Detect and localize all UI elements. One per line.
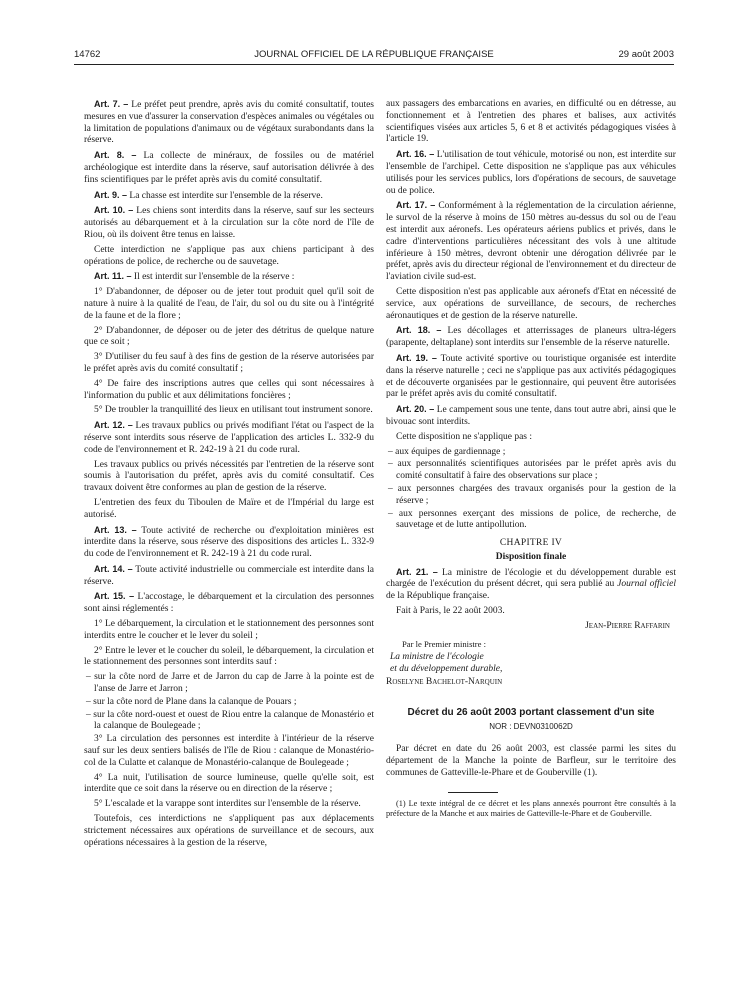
paragraph-text: Toutefois, ces interdictions ne s'appliquent pas aux déplacements strictement nécessaires aux opérations de surveillance et de secours, aux opérations nécessaires à la gestion de la réserve,	[84, 814, 374, 848]
paragraph	[84, 379, 374, 403]
paragraph-text: L'accostage, le débarquement et la circulation des personnes sont ainsi réglementés :	[84, 592, 374, 615]
paragraph-text: 1° D'abandonner, de déposer ou de jeter tout produit quel qu'il soit de nature à nuire à la qualité de l'eau, de l'air, du sol ou du site ou à l'intégrité de la faune et de la flore ;	[84, 287, 374, 321]
paragraph-text: Toute activité de recherche ou d'exploitation minières est interdite dans la réserve, sous réserve des dispositions des articles L. 332-9 du code de l'environnement et R. 242-19 à 21 du code rural.	[84, 525, 374, 560]
article-paragraph	[84, 99, 374, 147]
paragraph-text: Les décollages et atterrissages de planeurs ultra-légers (parapente, deltaplane) sont interdits sur l'ensemble de la réserve naturelle.	[386, 326, 676, 349]
paragraph	[84, 352, 374, 376]
paragraph-text: Cette disposition ne s'applique pas :	[396, 431, 533, 442]
article-label: Art. 7. –	[94, 99, 129, 109]
decree-body: Par décret en date du 26 août 2003, est classée parmi les sites du département de la Manche la pointe de Barfleur, sur le territoire des communes de Gatteville-le-Phare et de Gouberville (1).	[386, 744, 676, 779]
article-label: Art. 11. –	[94, 271, 132, 282]
paragraph	[84, 619, 374, 643]
article-paragraph	[84, 420, 374, 456]
minister-title-2: et du développement durable,	[390, 664, 503, 675]
article-paragraph	[84, 150, 374, 186]
article-paragraph	[386, 149, 676, 197]
header-rule	[74, 64, 674, 65]
paragraph-text: Il est interdit sur l'ensemble de la réserve :	[131, 272, 295, 283]
journal-name: Journal officiel	[617, 579, 676, 590]
article-paragraph	[84, 205, 374, 241]
paragraph-text: Les travaux publics ou privés modifiant l'état ou l'aspect de la réserve sont interdits sous réserve de l'application des articles L. 332-9 du code de l'environnement et R. 242-19 à 21 du code rural.	[84, 421, 374, 455]
paragraph-text: – aux personnes exerçant des missions de police, de recherche, de sauvetage et de lutte antipollution.	[388, 508, 676, 531]
paragraph-text: – sur la côte nord de Jarre et de Jarron du cap de Jarre à la pointe est de l'anse de Jarre et Jarron ;	[86, 672, 374, 695]
paragraph-text: 5° De troubler la tranquillité des lieux en utilisant tout instrument sonore.	[94, 405, 373, 416]
paragraph-text: Toute activité sportive ou touristique organisée est interdite dans la réserve naturelle ; ceci ne s'applique pas aux activités pédagogiques et de découverte organisées par le gestionnaire, qui peuvent être autorisées par le préfet après avis du comité consultatif.	[386, 353, 676, 400]
paragraph	[84, 326, 374, 350]
list-item	[386, 447, 676, 459]
article-paragraph	[386, 404, 676, 429]
paragraph-text: La chasse est interdite sur l'ensemble de la réserve.	[127, 190, 323, 201]
chapter-heading: CHAPITRE IV	[499, 538, 563, 549]
minister-name: Roselyne Bachelot-Narquin	[386, 677, 503, 688]
paragraph-text: Le campement sous une tente, dans tout autre abri, ainsi que le bivouac sont interdits.	[386, 405, 676, 427]
article-label: Art. 10. –	[94, 205, 134, 216]
paragraph-text: Le préfet peut prendre, après avis du comité consultatif, toutes mesures en vue d'assurer la conservation d'espèces animales ou végétales ou la limitation de populations d'animaux ou de végétaux surabondants dans la réserve.	[84, 100, 375, 146]
article-label: Art. 8. –	[94, 150, 137, 161]
article-label: Art. 9. –	[94, 189, 128, 200]
paragraph	[84, 814, 374, 849]
list-item	[386, 459, 676, 483]
paragraph-text: L'utilisation de tout véhicule, motorisé ou non, est interdite sur l'ensemble de l'archipel. Cette disposition ne s'applique pas aux véhicules utilisés pour les services publics, lors d'opérations de secours, de sauvetage ou de police.	[386, 150, 676, 196]
signatory: Jean-Pierre Raffarin	[585, 620, 670, 631]
article-paragraph	[84, 591, 374, 616]
paragraph-text: 3° D'utiliser du feu sauf à des fins de gestion de la réserve autorisées par le préfet après avis du comité consultatif ;	[84, 352, 374, 374]
page-header	[74, 49, 674, 63]
paragraph	[84, 646, 374, 670]
minister-title-1: La ministre de l'écologie	[390, 652, 484, 663]
by-prime-minister: Par le Premier ministre :	[402, 638, 487, 649]
paragraph	[84, 498, 374, 522]
article-label: Art. 20. –	[396, 404, 435, 415]
paragraph	[84, 405, 374, 417]
page-number: 14762	[74, 49, 101, 60]
article-label: Art. 17. –	[396, 200, 436, 211]
paragraph-text: – aux équipes de gardiennage ;	[388, 446, 506, 457]
article-label: Art. 16. –	[396, 149, 435, 160]
paragraph-text: Les chiens sont interdits dans la réserve, sauf sur les secteurs autorisés au débarquement et à la circulation sur la côte nord de l'île de Riou, où ils doivent être tenus en laisse.	[84, 206, 374, 240]
paragraph-text: Toute activité industrielle ou commerciale est interdite dans la réserve.	[84, 564, 374, 587]
left-column	[84, 99, 374, 852]
footnote: (1) Le texte intégral de ce décret et les plans annexés pourront être consultés à la préfecture de la Manche et aux mairies de Gatteville-le-Phare et de Gouberville.	[386, 798, 676, 819]
article-label: Art. 15. –	[94, 591, 135, 602]
paragraph	[84, 734, 374, 769]
paragraph-text: 5° L'escalade et la varappe sont interdites sur l'ensemble de la réserve.	[94, 799, 361, 810]
paragraph	[84, 799, 374, 811]
article-label: Art. 19. –	[396, 352, 437, 363]
paragraph	[84, 245, 374, 269]
article-label: Art. 14. –	[94, 563, 133, 574]
article-21: Art. 21. – La ministre de l'écologie et du développement durable est chargée de l'exécution du présent décret, qui sera publié au Journal officiel de la République française.	[386, 566, 676, 602]
article-paragraph	[84, 564, 374, 589]
article-paragraph	[84, 190, 374, 203]
article-paragraph	[84, 525, 374, 561]
paragraph-text: Cette disposition n'est pas applicable aux aéronefs d'Etat en nécessité de service, aux opérations de surveillance, de secours, de recherches aéronautiques et de gestion de la réserve naturelle.	[386, 286, 676, 321]
paragraph-text: aux passagers des embarcations en avaries, en difficulté ou en détresse, au fonctionnement et à l'entretien des phares et balises, aux activités scientifiques visées aux articles 5, 6 et 8 et activités pédagogiques visées à l'article 19.	[386, 99, 676, 145]
paragraph-text: 2° D'abandonner, de déposer ou de jeter des détritus de quelque nature que ce soit ;	[84, 325, 374, 348]
paragraph-text: – sur la côte nord-ouest et ouest de Riou entre la calanque de Monastério et la calanque de Boulegeade ;	[86, 709, 374, 732]
paragraph	[84, 773, 374, 797]
footnote-rule	[448, 792, 498, 793]
disposition-heading: Disposition finale	[495, 551, 567, 562]
list-item	[84, 697, 374, 709]
article-label: Art. 13. –	[94, 524, 137, 535]
paragraph-text: Les travaux publics ou privés nécessités par l'entretien de la réserve sont soumis à l'autorisation du préfet, après avis du comité consultatif. Ces travaux doivent être conformes au plan de gestion de la réserve.	[84, 459, 374, 494]
list-item	[386, 509, 676, 533]
paragraph-text: 1° Le débarquement, la circulation et le stationnement des personnes sont interdits entre le coucher et le lever du soleil ;	[84, 619, 374, 641]
article-label: Art. 18. –	[396, 325, 442, 336]
paragraph-text: – aux personnalités scientifiques autorisées par le préfet après avis du comité consultatif à faire des observations sur place ;	[388, 459, 676, 482]
article-paragraph	[84, 271, 374, 284]
paragraph-text: Cette interdiction ne s'applique pas aux chiens participant à des opérations de police, de recherche ou de sauvetage.	[84, 244, 374, 267]
paragraph	[84, 287, 374, 322]
list-item	[84, 710, 374, 734]
paragraph	[386, 99, 676, 146]
article-paragraph	[386, 353, 676, 401]
paragraph-text: 4° De faire des inscriptions autres que celles qui sont nécessaires à l'information du public et aux délimitations foncières ;	[84, 378, 374, 401]
article-label: Art. 21. –	[396, 566, 438, 577]
article-paragraph	[386, 325, 676, 350]
journal-title: JOURNAL OFFICIEL DE LA RÉPUBLIQUE FRANÇAISE	[254, 49, 494, 60]
paragraph-text: 4° La nuit, l'utilisation de source lumineuse, quelle qu'elle soit, est interdite que ce soit dans la réserve ou en direction de la réserve ;	[84, 772, 374, 795]
nor-code: NOR : DEVN0310062D	[489, 721, 573, 731]
paragraph-text: La collecte de minéraux, de fossiles ou de matériel archéologique est interdite dans la réserve, sauf autorisation délivrée à des fins scientifiques par le préfet après avis du comité consultatif.	[84, 151, 375, 185]
done-at: Fait à Paris, le 22 août 2003.	[396, 606, 505, 617]
paragraph	[386, 287, 676, 322]
paragraph	[84, 460, 374, 495]
list-item	[84, 672, 374, 696]
paragraph-text: Conformément à la réglementation de la circulation aérienne, le survol de la réserve à moins de 150 mètres au-dessus du sol ou de l'eau est interdit aux aéronefs. Les opérateurs aériens publics et privés, dans le cadre d'interventions particulières nécessitant des vols à une altitude inférieure à 150 mètres, devront obtenir une dérogation délivrée par le préfet, après avis du directeur régional de l'environnement et du directeur de l'aviation civile sud-est.	[386, 201, 676, 283]
article-label: Art. 12. –	[94, 420, 133, 431]
paragraph	[386, 432, 676, 444]
paragraph-text: 3° La circulation des personnes est interdite à l'intérieur de la réserve sauf sur les deux sentiers balisés de l'île de Riou : calanque de Monastério-col de la Culatte et calanque de Monastério-calanque de Boulegeade ;	[84, 734, 374, 768]
paragraph-text: L'entretien des feux du Tiboulen de Maïre et de l'Impérial du large est autorisé.	[84, 497, 374, 520]
list-item	[386, 484, 676, 508]
right-articles	[386, 99, 676, 532]
paragraph-text: – aux personnes chargées des travaux organisés pour la gestion de la réserve ;	[388, 483, 676, 506]
paragraph-text: – sur la côte nord de Plane dans la calanque de Pouars ;	[86, 696, 297, 707]
paragraph-text: 2° Entre le lever et le coucher du soleil, le débarquement, la circulation et le stationnement des personnes sont interdits sauf :	[84, 645, 374, 668]
article-paragraph	[386, 200, 676, 284]
decree-title: Décret du 26 août 2003 portant classement d'un site	[407, 706, 655, 718]
right-column	[386, 99, 676, 822]
issue-date: 29 août 2003	[618, 49, 674, 60]
